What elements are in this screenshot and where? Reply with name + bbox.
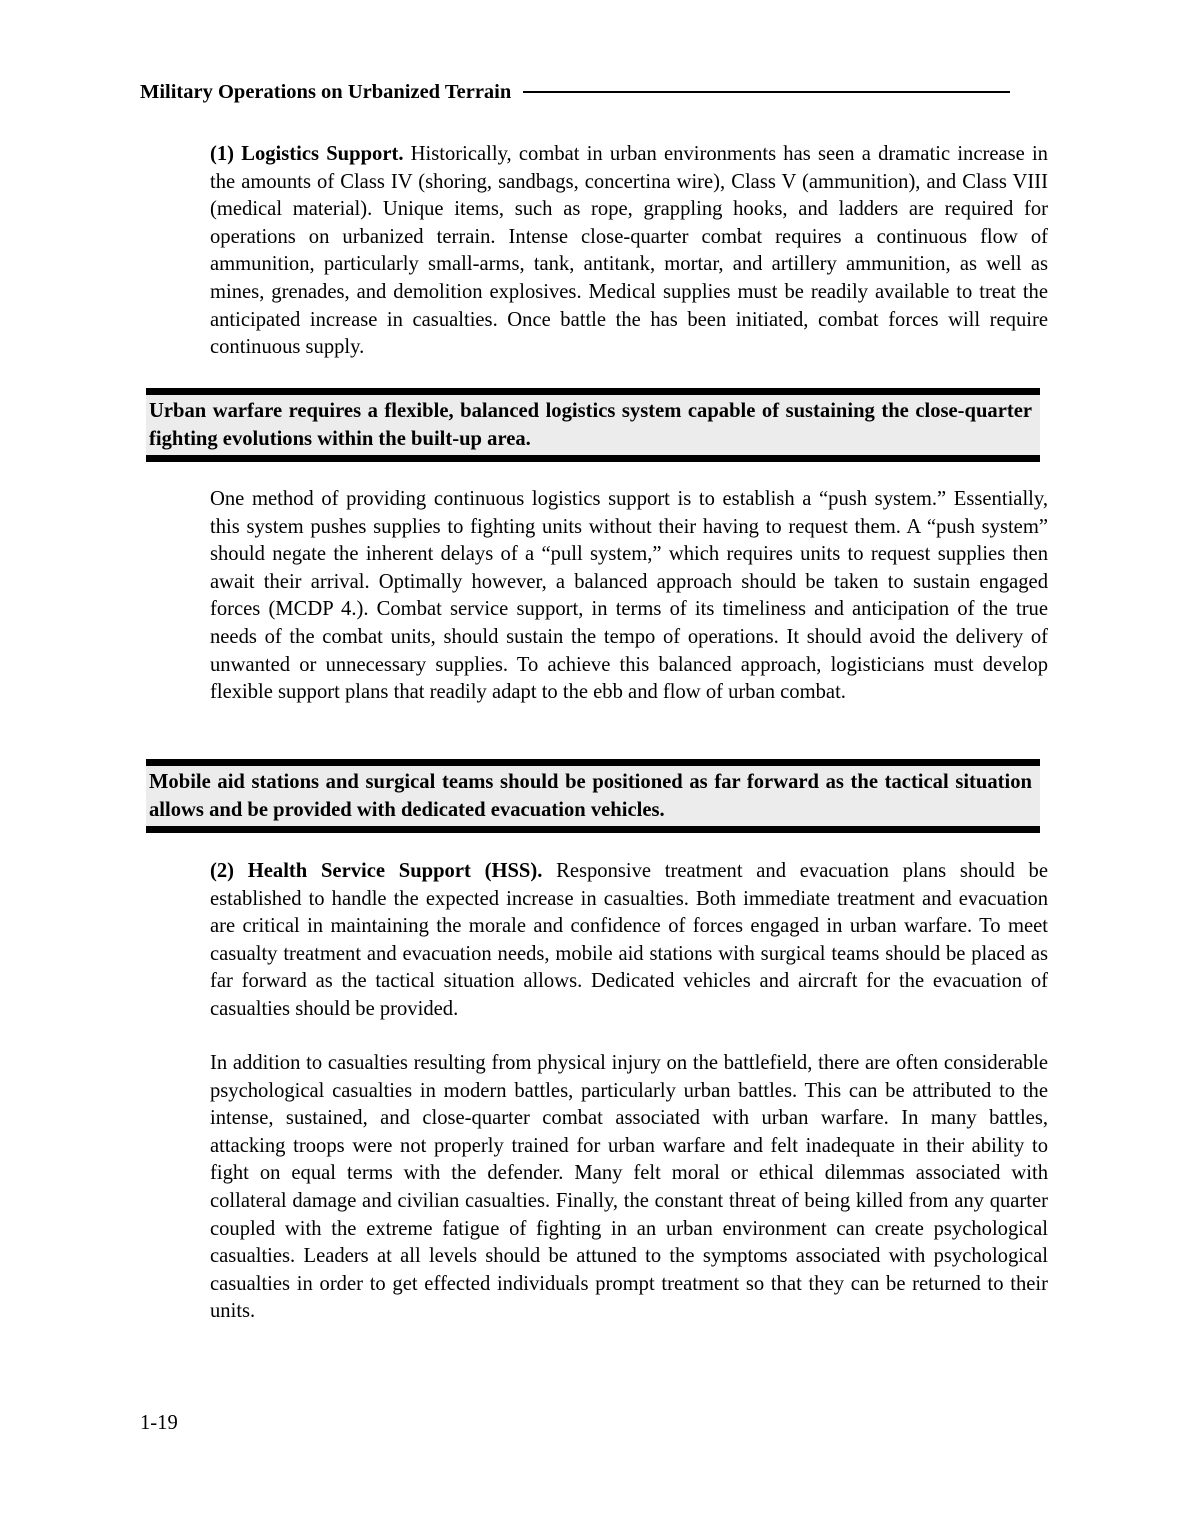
page-number: 1-19 xyxy=(140,1412,178,1434)
header-rule xyxy=(523,91,1010,93)
running-header-title: Military Operations on Urbanized Terrain xyxy=(140,80,512,103)
health-service-support-paragraph xyxy=(210,858,1048,1024)
logistics-support-heading: (1) Logistics Support. xyxy=(210,143,404,165)
push-system-paragraph: One method of providing continuous logistics support is to establish a “push system.” Essentially, this system pushes supplies to fighting units without their having to request them. A “push system” should negate the inherent delays of a “pull system,” which requires units to request supplies then await their arrival. Optimally however, a balanced approach should be taken to sustain engaged forces (MCDP 4.). Combat service support, in terms of its timeliness and anticipation of the true needs of the combat units, should sustain the tempo of operations. It should avoid the delivery of unwanted or unnecessary supplies. To achieve this balanced approach, logisticians must develop flexible support plans that readily adapt to the ebb and flow of urban combat. xyxy=(210,488,1048,704)
running-header xyxy=(140,78,1010,106)
callout-logistics-system: Urban warfare requires a flexible, balanced logistics system capable of sustaining the close-quarter fighting evolutions within the built-up area. xyxy=(146,388,1040,462)
health-service-support-text: Responsive treatment and evacuation plans should be established to handle the expected increase in casualties. Both immediate treatment and evacuation are critical in maintaining the morale and confidence of forces engaged in urban warfare. To meet casualty treatment and evacuation needs, mobile aid stations with surgical teams should be placed as far forward as the tactical situation allows. Dedicated vehicles and aircraft for the evacuation of casualties should be provided. xyxy=(210,860,1048,1020)
callout-mobile-aid-stations: Mobile aid stations and surgical teams should be positioned as far forward as the tactical situation allows and be provided with dedicated evacuation vehicles. xyxy=(146,759,1040,833)
logistics-support-text: Historically, combat in urban environments has seen a dramatic increase in the amounts of Class IV (shoring, sandbags, concertina wire), Class V (ammunition), and Class VIII (medical material). Unique items, such as rope, grappling hooks, and ladders are required for operations on urbanized terrain. Intense close-quarter combat requires a continuous flow of ammunition, particularly small-arms, tank, antitank, mortar, and artillery ammunition, as well as mines, grenades, and demolition explosives. Medical supplies must be readily available to treat the anticipated increase in casualties. Once battle the has been initiated, combat forces will require continuous supply. xyxy=(210,143,1048,359)
logistics-support-paragraph xyxy=(210,141,1048,362)
psychological-casualties-paragraph: In addition to casualties resulting from physical injury on the battlefield, there are often considerable psychological casualties in modern battles, particularly urban battles. This can be attributed to the intense, sustained, and close-quarter combat associated with urban warfare. In many battles, attacking troops were not properly trained for urban warfare and felt inadequate in their ability to fight on equal terms with the defender. Many felt moral or ethical dilemmas associated with collateral damage and civilian casualties. Finally, the constant threat of being killed from any quarter coupled with the extreme fatigue of fighting in an urban environment can create psychological casualties. Leaders at all levels should be attuned to the symptoms associated with psychological casualties in order to get effected individuals prompt treatment so that they can be returned to their units. xyxy=(210,1052,1048,1323)
health-service-support-heading: (2) Health Service Support (HSS). xyxy=(210,860,543,882)
